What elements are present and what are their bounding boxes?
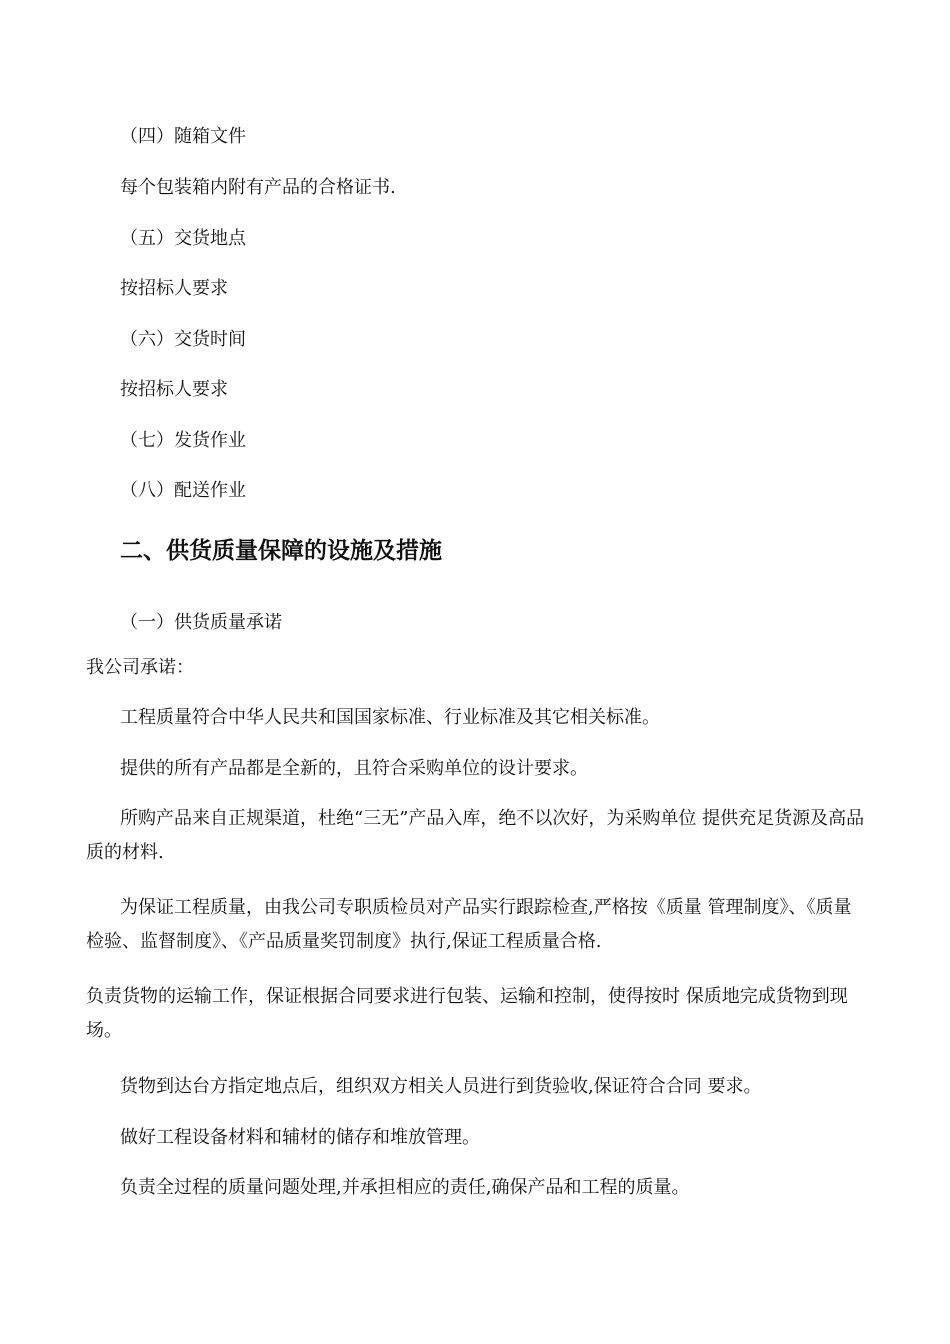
subheading-documents: （四）随箱文件 [120, 126, 246, 147]
paragraph-transport: 负责货物的运输工作，保证根据合同要求进行包装、运输和控制，使得按时 保质地完成货物到现场。 [86, 986, 848, 1041]
intro-text: 我公司承诺： [86, 657, 194, 678]
paragraph-new-products: 提供的所有产品都是全新的，且符合采购单位的设计要求。 [120, 758, 588, 779]
body-text-certificate: 每个包装箱内附有产品的合格证书. [120, 177, 396, 198]
paragraph-acceptance: 货物到达台方指定地点后，组织双方相关人员进行到货验收,保证符合合同 要求。 [120, 1076, 762, 1097]
section-heading: 二、供货质量保障的设施及措施 [120, 538, 442, 564]
subheading-delivery-time: （六）交货时间 [120, 329, 246, 350]
paragraph-storage: 做好工程设备材料和辅材的储存和堆放管理。 [120, 1127, 480, 1148]
subheading-distribution-operation: （八）配送作业 [120, 480, 246, 501]
subheading-delivery-location: （五）交货地点 [120, 228, 246, 249]
paragraph-standards: 工程质量符合中华人民共和国国家标准、行业标准及其它相关标准。 [120, 707, 660, 728]
paragraph-sourcing: 所购产品来自正规渠道，杜绝“三无”产品入库，绝不以次好，为采购单位 提供充足货源及高品质的材料. [86, 808, 865, 863]
body-text-location-requirement: 按招标人要求 [120, 278, 228, 299]
paragraph-responsibility: 负责全过程的质量问题处理,并承担相应的责任,确保产品和工程的质量。 [120, 1177, 690, 1198]
subheading-shipping-operation: （七）发货作业 [120, 430, 246, 451]
paragraph-quality-inspection: 为保证工程质量，由我公司专职质检员对产品实行跟踪检查,严格按《质量 管理制度》、《质量检验、监督制度》、《产品质量奖罚制度》执行,保证工程质量合格. [86, 897, 852, 952]
subheading-quality-commitment: （一）供货质量承诺 [120, 612, 282, 633]
body-text-time-requirement: 按招标人要求 [120, 379, 228, 400]
